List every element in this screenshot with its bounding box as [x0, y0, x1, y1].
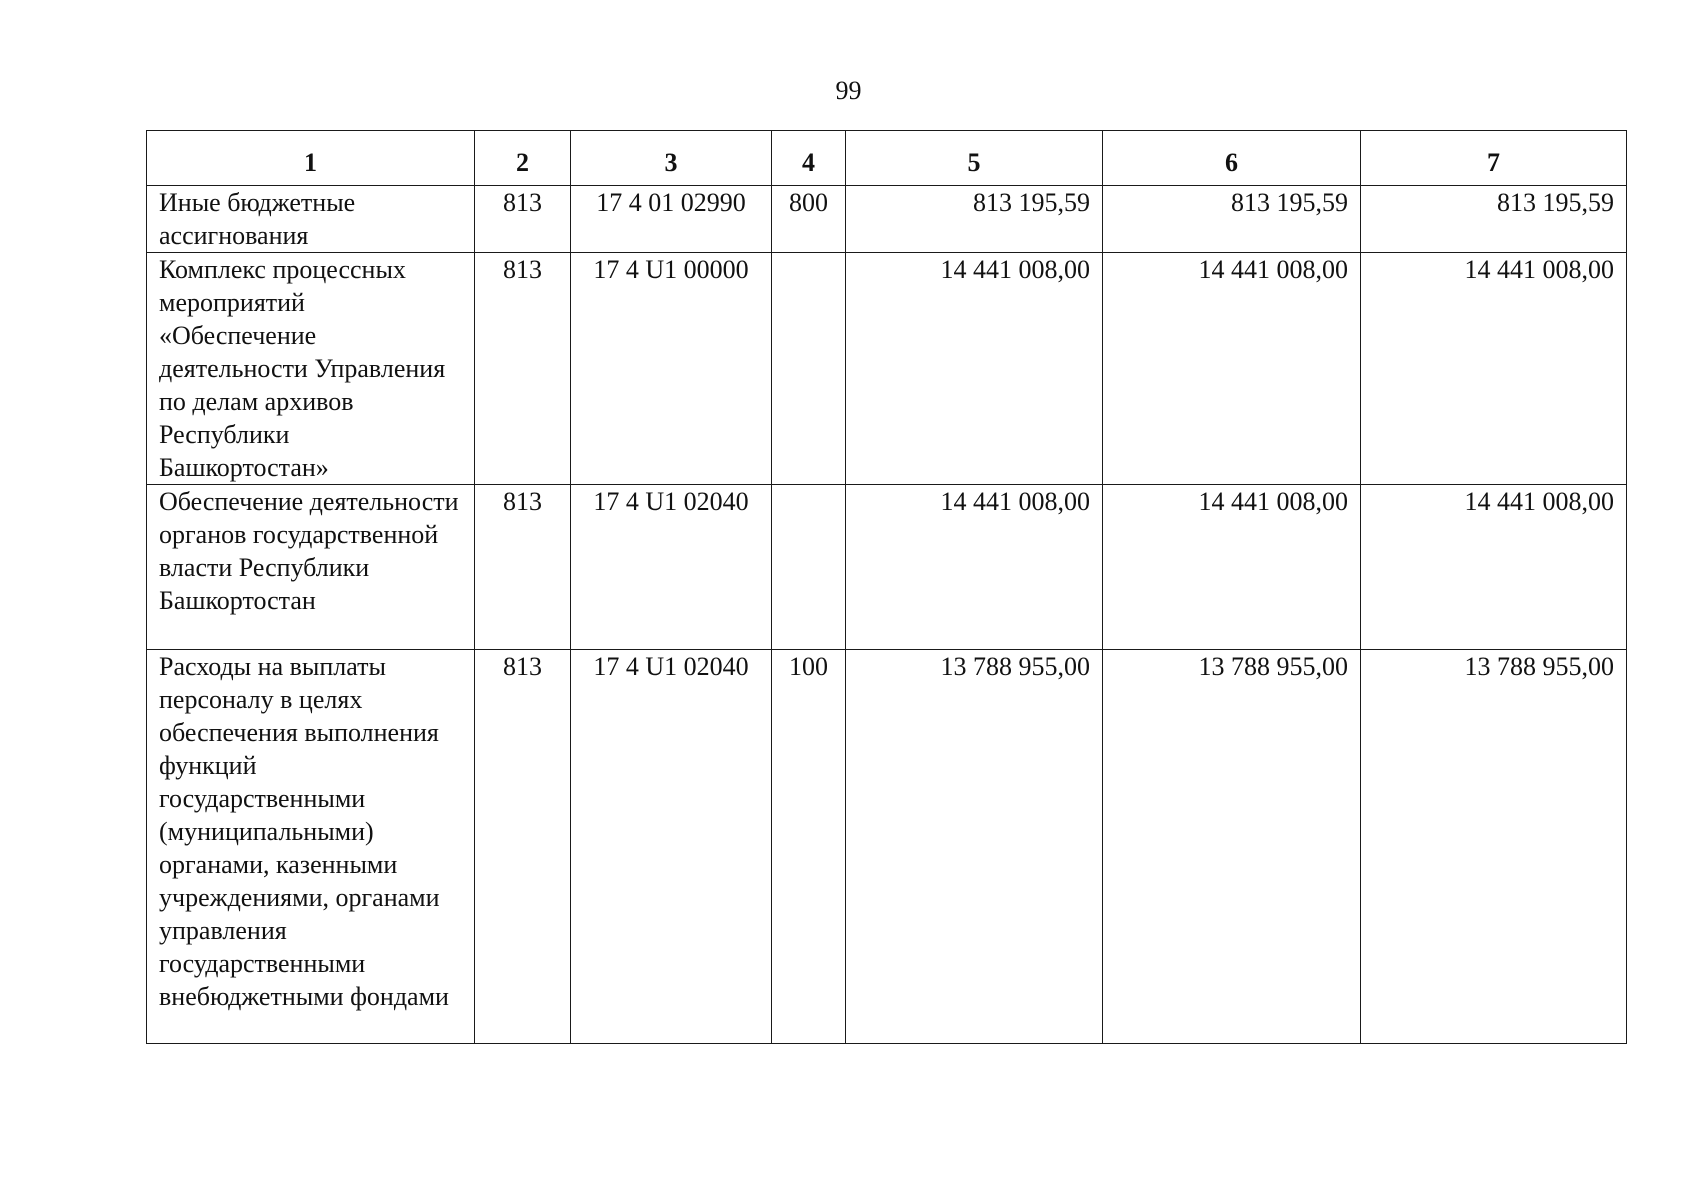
- table-row: [147, 650, 1627, 1044]
- row-amount-col6: 14 441 008,00: [1103, 485, 1361, 650]
- row-ved-code: 813: [475, 650, 571, 1044]
- row-expense-type: 800: [772, 186, 846, 253]
- row-amount-col5: 13 788 955,00: [846, 650, 1103, 1044]
- row-ved-code: 813: [475, 253, 571, 485]
- row-amount-col7: 13 788 955,00: [1361, 650, 1627, 1044]
- row-amount-col7: 813 195,59: [1361, 186, 1627, 253]
- row-name: Иные бюджетные ассигнования: [147, 186, 475, 253]
- budget-table: [146, 130, 1627, 1044]
- row-target-article: 17 4 01 02990: [571, 186, 772, 253]
- row-ved-code: 813: [475, 186, 571, 253]
- row-amount-col5: 14 441 008,00: [846, 253, 1103, 485]
- table-header-row: [147, 131, 1627, 186]
- header-col-4: 4: [772, 131, 846, 186]
- row-name: Расходы на выплаты персоналу в целях обеспечения выполнения функций государственными (муниципальными) органами, казенными учреждениями, органами управления государственными внебюджетными фондами: [147, 650, 475, 1044]
- page-number: 99: [835, 76, 862, 105]
- header-col-5: 5: [846, 131, 1103, 186]
- row-amount-col6: 13 788 955,00: [1103, 650, 1361, 1044]
- header-col-3: 3: [571, 131, 772, 186]
- row-amount-col6: 14 441 008,00: [1103, 253, 1361, 485]
- header-col-1: 1: [147, 131, 475, 186]
- row-expense-type: 100: [772, 650, 846, 1044]
- row-target-article: 17 4 U1 02040: [571, 650, 772, 1044]
- table-row: [147, 186, 1627, 253]
- row-amount-col5: 813 195,59: [846, 186, 1103, 253]
- header-col-7: 7: [1361, 131, 1627, 186]
- row-amount-col7: 14 441 008,00: [1361, 485, 1627, 650]
- table-row: [147, 253, 1627, 485]
- row-name: Комплекс процессных мероприятий «Обеспечение деятельности Управления по делам архивов Республики Башкортостан»: [147, 253, 475, 485]
- row-ved-code: 813: [475, 485, 571, 650]
- row-expense-type: [772, 485, 846, 650]
- row-expense-type: [772, 253, 846, 485]
- row-target-article: 17 4 U1 02040: [571, 485, 772, 650]
- row-name: Обеспечение деятельности органов государственной власти Республики Башкортостан: [147, 485, 475, 650]
- row-target-article: 17 4 U1 00000: [571, 253, 772, 485]
- row-amount-col5: 14 441 008,00: [846, 485, 1103, 650]
- header-col-6: 6: [1103, 131, 1361, 186]
- row-amount-col7: 14 441 008,00: [1361, 253, 1627, 485]
- header-col-2: 2: [475, 131, 571, 186]
- row-amount-col6: 813 195,59: [1103, 186, 1361, 253]
- table-row: [147, 485, 1627, 650]
